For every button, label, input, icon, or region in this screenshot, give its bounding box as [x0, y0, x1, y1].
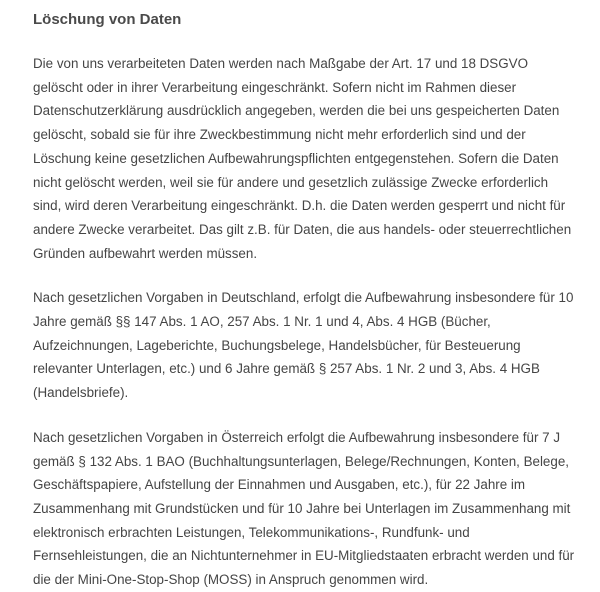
- section-title: Löschung von Daten: [33, 11, 182, 28]
- paragraph-retention-germany: Nach gesetzlichen Vorgaben in Deutschland, erfolgt die Aufbewahrung insbesondere für 10 Jahre gemäß §§ 147 Abs. 1 AO, 257 Abs. 1 Nr. 1 und 4, Abs. 4 HGB (Bücher, Aufzeichnungen, Lageberichte, Buchungsbelege, Handelsbücher, für Besteuerung relevanter Unterlagen, etc.) und 6 Jahre gemäß § 257 Abs. 1 Nr. 2 und 3, Abs. 4 HGB (Handelsbriefe).: [33, 290, 574, 401]
- paragraph-deletion-rules: Die von uns verarbeiteten Daten werden nach Maßgabe der Art. 17 und 18 DSGVO gelöscht oder in ihrer Verarbeitung eingeschränkt. Sofern nicht im Rahmen dieser Datenschutzerklärung ausdrücklich angegeben, werden die bei uns gespeicherten Daten gelöscht, sobald sie für ihre Zweckbestimmung nicht mehr erforderlich sind und der Löschung keine gesetzlichen Aufbewahrungspflichten entgegenstehen. Sofern die Daten nicht gelöscht werden, weil sie für andere und gesetzlich zulässige Zwecke erforderlich sind, wird deren Verarbeitung eingeschränkt. D.h. die Daten werden gesperrt und nicht für andere Zwecke verarbeitet. Das gilt z.B. für Daten, die aus handels- oder steuerrechtlichen Gründen aufbewahrt werden müssen.: [33, 56, 572, 261]
- paragraph-retention-austria: Nach gesetzlichen Vorgaben in Österreich erfolgt die Aufbewahrung insbesondere für 7 J gemäß § 132 Abs. 1 BAO (Buchhaltungsunterlagen, Belege/Rechnungen, Konten, Belege, Geschäftspapiere, Aufstellung der Einnahmen und Ausgaben, etc.), für 22 Jahre im Zusammenhang mit Grundstücken und für 10 Jahre bei Unterlagen im Zusammenhang mit elektronisch erbrachten Leistungen, Telekommunikations-, Rundfunk- und Fernsehleistungen, die an Nichtunternehmer in EU-Mitgliedstaaten erbracht werden und für die der Mini-One-Stop-Shop (MOSS) in Anspruch genommen wird.: [33, 429, 575, 588]
